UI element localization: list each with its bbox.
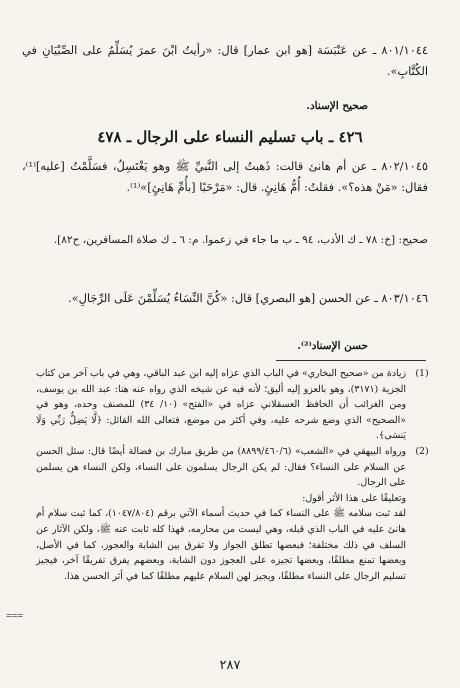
grade-802: صحيح: [خ: ٧٨ ـ ك الأدب، ٩٤ ـ ب ما جاء في زعموا. م: ٦ ـ ك صلاة المسافرين، ح٨٢]. (53, 234, 428, 246)
footnote-2-comment (22, 506, 438, 584)
footnote-text: وتعليقًا على هذا الأثر أقول: (302, 492, 406, 504)
chapter-title: ٤٢٦ ـ باب تسليم النساء على الرجال ـ ٤٧٨ (97, 128, 363, 146)
footnote-text: زيادة من «صحيح البخاري» في الباب الذي عزاه إليه ابن عبد الباقي، وهي في باب آخر من كتاب الجزية (٣١٧١)، وهو بالعزو إليه أليق؛ لأنه فيه عن شيخه الذي رواه عنه هنا: عبد الله بن يوسف، ومن الغرائب أن الحافظ العسقلاني عزاه في «الفتح» (١٠/ ٣٤) للمصنف وحده، وهو في «الصحيح» الذي وضع شرحه عليه، وفي أكثر من موضع، فتعالى الله القائل: ﴿لَّا يَضِلُّ رَبِّي وَلَا يَنسَى﴾. (36, 368, 407, 442)
book-page (6, 22, 438, 688)
grade-803: حسن الإسناد⁽²⁾. (297, 340, 368, 352)
footnote-2-comment-intro (22, 491, 438, 507)
margin-mark: ⩶ (6, 610, 24, 621)
footnote-divider (276, 360, 426, 361)
footnote-text: لقد ثبت سلامه ﷺ على النساء كما في حديث أسماء الآتي برقم (١٠٤٧/٨٠٤)، كما ثبت سلام أم هانئ عليه في الباب الذي قبله، وهي ليست من محارمه، فهذا كله ثابت عنه ﷺ، ولكن الآثار عن السلف في ذلك مختلفة؛ فبعضها تطلق الجواز ولا تفرق بين الشابة والعجوز، كما في الأصل، وبعضها تمنع مطلقًا، وبعضها تجيزه على العجوز دون الشابة، وبعضهم يفرق تفريقًا آخر، فيجيز تسليم الرجال على النساء مطلقًا، ويجيز لهن السلام عليهم مطلقًا كما في أثر الحسن هذا. (36, 508, 406, 582)
footnote-number: (2) (415, 445, 429, 457)
footnote-number: (1) (415, 368, 429, 379)
footnote-1 (22, 366, 438, 444)
hadith-802: ٨٠٢/١٠٤٥ ـ عن أم هانئ قالت: ذَهبتُ إلى النَّبيِّ ﷺ وهو يَغْتَسِلُ، فسَلَّمْتُ [عليه]⁽¹⁾، فقال: «مَنْ هذه؟». فقلتُ: أُمُّ هَانِئٍ. قال: «مَرْحَبًا [بأُمِّ هَانِئٍ]»⁽¹⁾. (22, 159, 428, 194)
hadith-801: ٨٠١/١٠٤٤ ـ عن عَنْبَسَة [هو ابن عمار] قال: «رأيتُ ابْنَ عمرَ يُسَلِّمُ على الصِّبْيَانِ في الكُتَّابِ». (22, 43, 428, 78)
page-number: ٢٨٧ (219, 658, 241, 673)
grade-801: صحيح الإسناد. (306, 100, 368, 112)
footnote-2 (22, 444, 438, 491)
hadith-803: ٨٠٣/١٠٤٦ ـ عن الحسن [هو البصري] قال: «كُنَّ النِّسَاءُ يُسَلِّمْنَ عَلَى الرِّجَالِ». (68, 291, 428, 305)
footnotes (22, 366, 438, 584)
footnote-text: ورواه البيهقي في «الشعب» (٨٨٩٩/٤٦٠/٦) من طريق مبارك بن فضالة أيضًا قال: سئل الحسن عن السلام على النساء؟ فقال: لم يكن الرجال يسلمون على النساء، ولكن النساء هن يسلمن على الرجال. (36, 445, 406, 489)
